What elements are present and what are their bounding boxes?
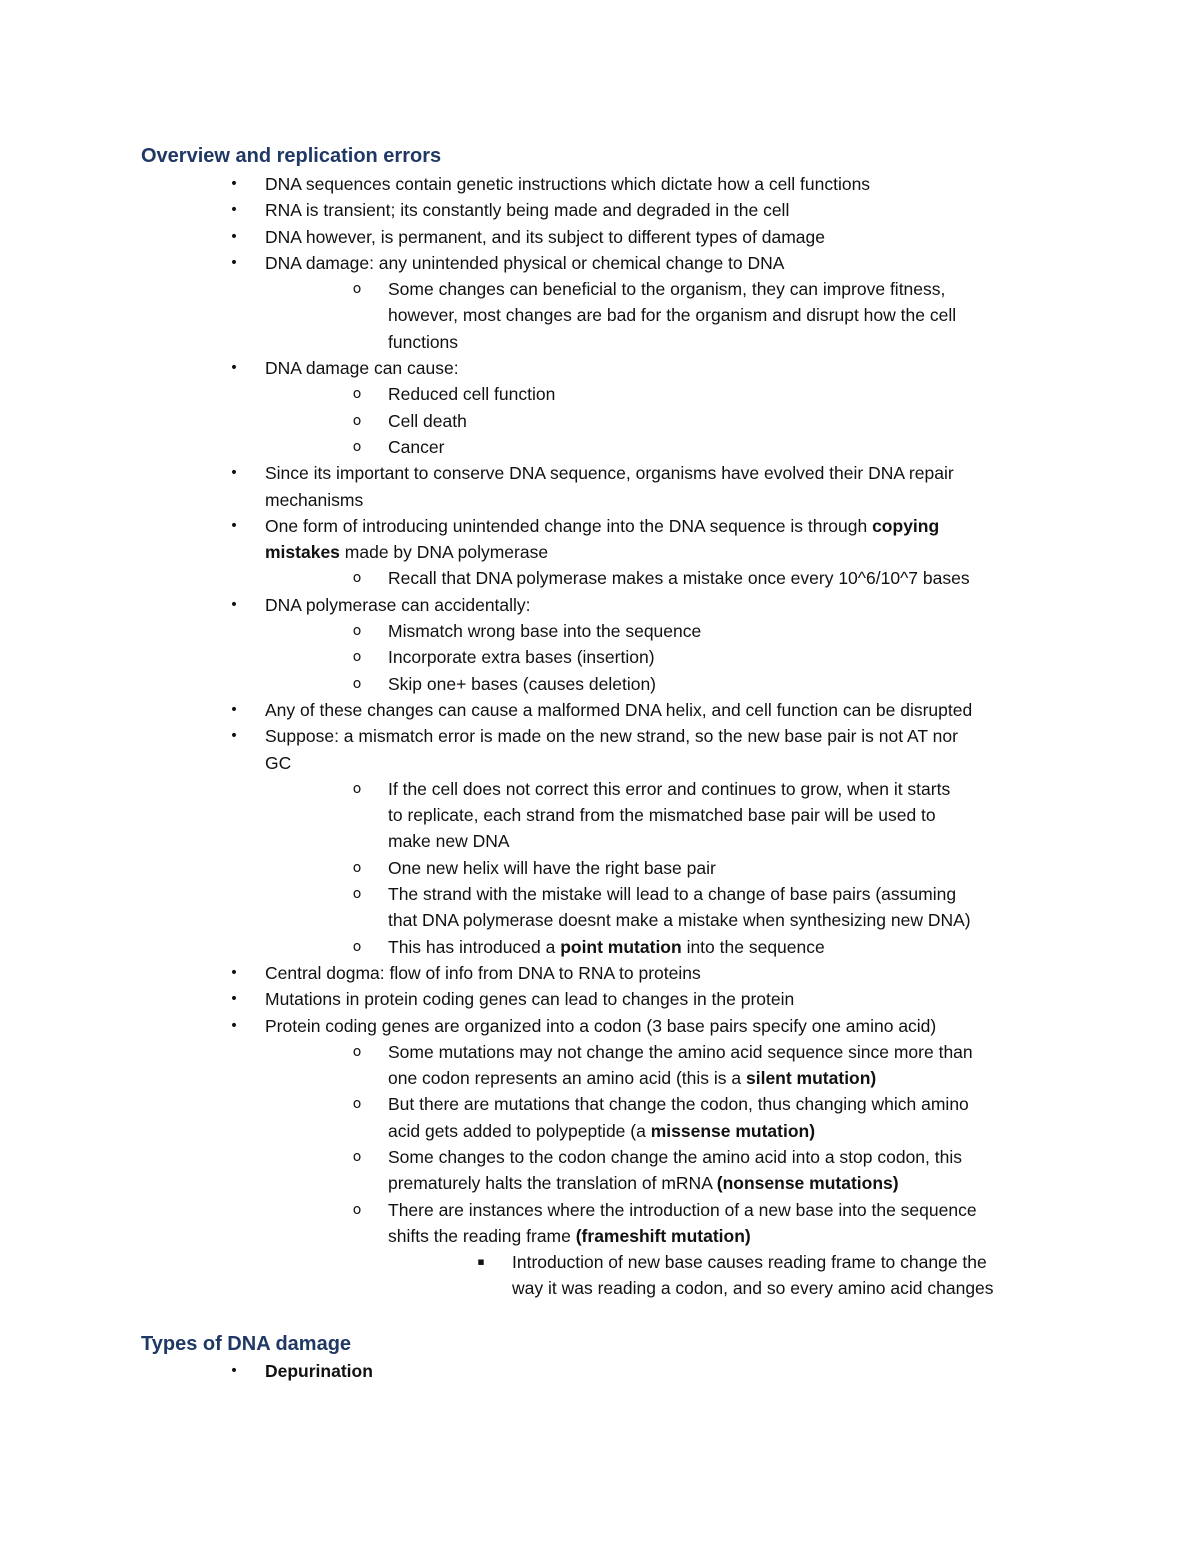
list-item (0, 881, 1200, 934)
text-segment: prematurely halts the translation of mRNA (388, 1173, 717, 1194)
text-segment: DNA damage can cause: (265, 358, 459, 379)
bullet-icon: o (352, 281, 362, 298)
list-item-line (388, 408, 1200, 434)
list-item-line (388, 618, 1200, 644)
bullet-icon: • (229, 991, 239, 1008)
list-item-line (265, 960, 1200, 986)
text-segment: GC (265, 752, 292, 773)
text-segment: Skip one+ bases (causes deletion) (388, 673, 657, 694)
bullet-icon: o (352, 438, 362, 455)
list-item (0, 408, 1200, 434)
bullet-icon: ▪ (477, 1255, 485, 1269)
bullet-icon: • (229, 176, 239, 192)
text-segment: made by DNA polymerase (339, 542, 549, 563)
bullet-icon: • (229, 228, 239, 245)
list-item (0, 1197, 1200, 1250)
bullet-icon: o (352, 649, 362, 666)
bullet-icon: • (229, 202, 239, 219)
list-item (0, 1013, 1200, 1039)
bullet-list-overview (0, 171, 1200, 1302)
list-item-line (265, 1013, 1200, 1039)
text-segment: shifts the reading frame (388, 1225, 576, 1246)
list-item (0, 723, 1200, 776)
list-item-line (388, 1197, 1200, 1223)
list-item-line (388, 381, 1200, 407)
list-item (0, 592, 1200, 618)
bullet-icon: • (229, 1017, 239, 1034)
bullet-icon: o (352, 859, 362, 876)
bullet-icon: o (352, 570, 362, 587)
bold-term: copying (872, 515, 940, 536)
list-item-line (388, 644, 1200, 670)
list-item-line (388, 802, 1200, 828)
bullet-icon: • (229, 1363, 239, 1379)
list-item (0, 434, 1200, 460)
list-item-line (265, 592, 1200, 618)
list-item-line (388, 1170, 1200, 1196)
list-item (0, 565, 1200, 591)
list-item (0, 197, 1200, 223)
bullet-icon: • (229, 465, 239, 482)
list-item-line (388, 1118, 1200, 1144)
bullet-icon: • (229, 964, 239, 981)
text-segment: If the cell does not correct this error and continues to grow, when it starts (388, 778, 951, 799)
list-item (0, 644, 1200, 670)
list-item-line (265, 750, 1200, 776)
text-segment: DNA however, is permanent, and its subject to different types of damage (265, 226, 825, 247)
text-segment: One form of introducing unintended change into the DNA sequence is through (265, 515, 873, 536)
list-item (0, 250, 1200, 276)
text-segment: Any of these changes can cause a malformed DNA helix, and cell function can be disrupted (265, 699, 973, 720)
text-segment: Introduction of new base causes reading frame to change the (512, 1252, 987, 1273)
list-item (0, 1358, 1200, 1384)
list-item-line (265, 250, 1200, 276)
bullet-icon: • (229, 701, 239, 718)
list-item-line (388, 671, 1200, 697)
bullet-icon: o (352, 886, 362, 903)
list-item-line (388, 1065, 1200, 1091)
text-segment: Reduced cell function (388, 384, 556, 405)
text-segment: RNA is transient; its constantly being made and degraded in the cell (265, 200, 790, 221)
text-segment: functions (388, 331, 459, 352)
text-segment: DNA polymerase can accidentally: (265, 594, 531, 615)
list-item (0, 1249, 1200, 1302)
list-item-line (265, 355, 1200, 381)
list-item (0, 855, 1200, 881)
list-item-line (388, 302, 1200, 328)
list-item-line (388, 934, 1200, 960)
bold-term: (frameshift mutation) (575, 1225, 751, 1246)
text-segment: Since its important to conserve DNA sequence, organisms have evolved their DNA repair (265, 463, 954, 484)
section-heading-overview: Overview and replication errors (141, 145, 442, 167)
bullet-icon: o (352, 623, 362, 640)
text-segment: that DNA polymerase doesnt make a mistake when synthesizing new DNA) (388, 910, 971, 931)
bullet-icon: o (352, 938, 362, 955)
text-segment: Incorporate extra bases (insertion) (388, 647, 655, 668)
list-item (0, 618, 1200, 644)
bold-term: mistakes (265, 542, 340, 563)
text-segment: Some mutations may not change the amino acid sequence since more than (388, 1041, 973, 1062)
list-item (0, 381, 1200, 407)
list-item-line (388, 907, 1200, 933)
text-segment: make new DNA (388, 831, 510, 852)
text-segment: This has introduced a (388, 936, 561, 957)
list-item (0, 1091, 1200, 1144)
text-segment: DNA sequences contain genetic instructions which dictate how a cell functions (265, 174, 871, 194)
bold-term: (nonsense mutations) (716, 1173, 899, 1194)
text-segment: Some changes to the codon change the amino acid into a stop codon, this (388, 1146, 962, 1167)
list-item (0, 513, 1200, 566)
bullet-icon: • (229, 728, 239, 745)
list-item-line (265, 487, 1200, 513)
bold-term: missense mutation) (650, 1120, 816, 1141)
list-item-line (388, 565, 1200, 591)
text-segment: One new helix will have the right base pair (388, 857, 716, 878)
list-item-line (265, 539, 1200, 565)
bullet-icon: o (352, 1148, 362, 1165)
bold-term: Depurination (265, 1361, 373, 1381)
text-segment: way it was reading a codon, and so every amino acid changes (512, 1278, 994, 1299)
list-item-line (265, 513, 1200, 539)
bullet-icon: • (229, 517, 239, 534)
list-item-line (388, 828, 1200, 854)
list-item-line (388, 434, 1200, 460)
list-item (0, 697, 1200, 723)
list-item-line (265, 723, 1200, 749)
text-segment: The strand with the mistake will lead to a change of base pairs (assuming (388, 884, 957, 905)
bullet-icon: o (352, 1096, 362, 1113)
list-item (0, 355, 1200, 381)
bold-term: point mutation (560, 936, 682, 957)
list-item-line (265, 1358, 1200, 1384)
list-item (0, 1144, 1200, 1197)
text-segment: Cancer (388, 436, 445, 457)
list-item-line (388, 881, 1200, 907)
text-segment: mechanisms (265, 489, 364, 510)
list-item-line (265, 460, 1200, 486)
list-item-line (388, 855, 1200, 881)
text-segment: But there are mutations that change the codon, thus changing which amino (388, 1094, 969, 1115)
list-item-line (388, 776, 1200, 802)
list-item-line (388, 1091, 1200, 1117)
text-segment: Mismatch wrong base into the sequence (388, 621, 702, 642)
text-segment: Protein coding genes are organized into a codon (3 base pairs specify one amino acid) (265, 1015, 937, 1036)
text-segment: Cell death (388, 410, 467, 431)
text-segment: There are instances where the introduction of a new base into the sequence (388, 1199, 977, 1220)
list-item (0, 1039, 1200, 1092)
list-item-line (265, 197, 1200, 223)
list-item-line (388, 1039, 1200, 1065)
bullet-icon: • (229, 360, 239, 377)
bullet-icon: • (229, 596, 239, 613)
list-item (0, 171, 1200, 197)
list-item (0, 934, 1200, 960)
bullet-icon: o (352, 675, 362, 692)
list-item-line (388, 1144, 1200, 1170)
list-item (0, 460, 1200, 513)
bullet-icon: • (229, 254, 239, 271)
text-segment: Mutations in protein coding genes can lead to changes in the protein (265, 989, 795, 1010)
bullet-icon: o (352, 386, 362, 403)
text-segment: however, most changes are bad for the organism and disrupt how the cell (388, 305, 957, 326)
list-item-line (512, 1249, 1200, 1275)
bold-term: silent mutation) (745, 1068, 877, 1089)
text-segment: one codon represents an amino acid (this is a (388, 1068, 746, 1089)
text-segment: DNA damage: any unintended physical or chemical change to DNA (265, 252, 785, 273)
bullet-list-types (0, 1358, 1200, 1384)
text-segment: Suppose: a mismatch error is made on the new strand, so the new base pair is not AT nor (265, 726, 958, 747)
list-item-line (265, 986, 1200, 1012)
list-item (0, 671, 1200, 697)
list-item-line (265, 697, 1200, 723)
bullet-icon: o (352, 1043, 362, 1060)
list-item-line (388, 329, 1200, 355)
text-segment: acid gets added to polypeptide (a (388, 1120, 651, 1141)
list-item (0, 986, 1200, 1012)
list-item-line (388, 276, 1200, 302)
list-item-line (512, 1275, 1200, 1301)
list-item-line (265, 171, 1200, 197)
bullet-icon: o (352, 1201, 362, 1218)
bullet-icon: o (352, 780, 362, 797)
list-item-line (265, 224, 1200, 250)
text-segment: Central dogma: flow of info from DNA to RNA to proteins (265, 962, 701, 983)
list-item (0, 776, 1200, 855)
text-segment: to replicate, each strand from the mismatched base pair will be used to (388, 805, 936, 826)
list-item (0, 224, 1200, 250)
section-heading-types: Types of DNA damage (141, 1333, 352, 1355)
text-segment: Some changes can beneficial to the organism, they can improve fitness, (388, 279, 946, 300)
list-item-line (388, 1223, 1200, 1249)
text-segment: into the sequence (681, 936, 825, 957)
list-item (0, 960, 1200, 986)
bullet-icon: o (352, 412, 362, 429)
text-segment: Recall that DNA polymerase makes a mistake once every 10^6/10^7 bases (388, 568, 970, 589)
list-item (0, 276, 1200, 355)
